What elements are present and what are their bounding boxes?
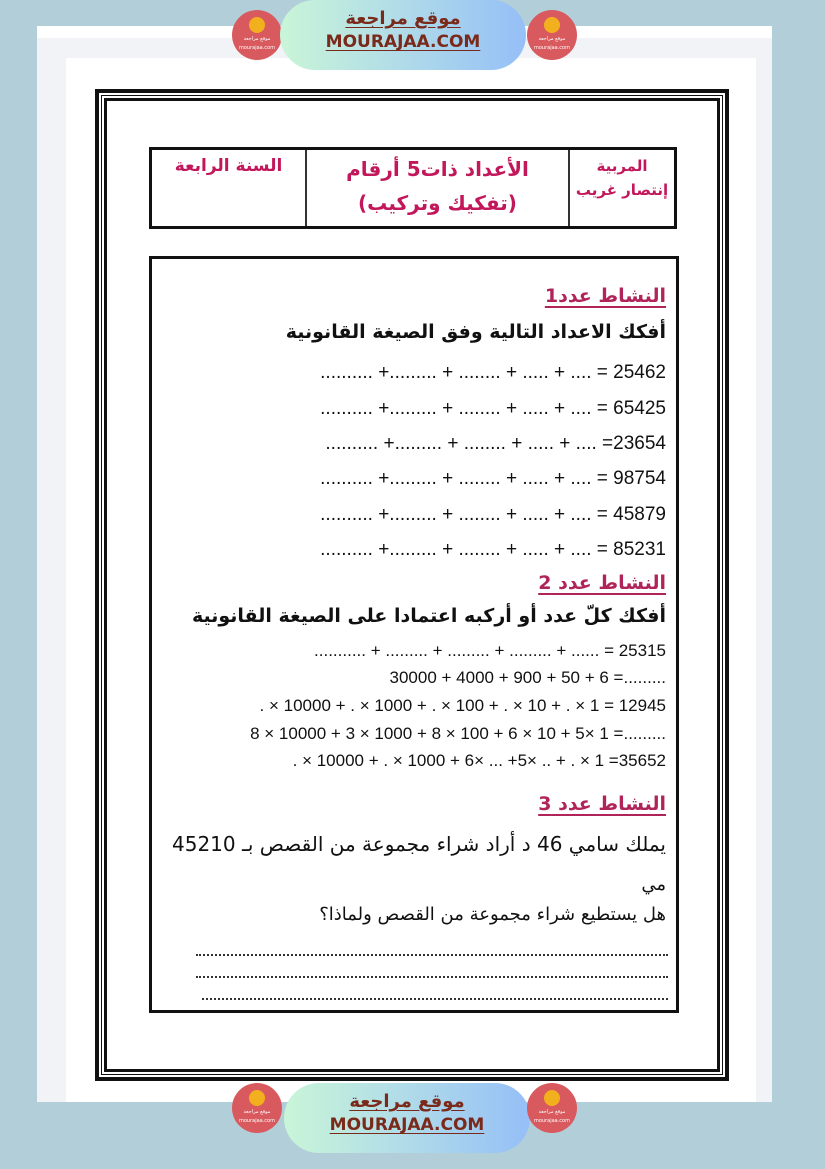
watermark-banner-bottom[interactable] (284, 1083, 530, 1153)
watermark-circle-latin: mourajaa.com (533, 1118, 570, 1124)
decompose-row: .......... +......... + ........ + ..... + .... = 65425 (320, 398, 666, 419)
watermark-circle-latin: mourajaa.com (238, 1118, 275, 1124)
decompose-row: .......... +......... + ........ + ..... + .... =23654 (325, 433, 666, 454)
watermark-latin: MOURAJAA.COM (329, 1115, 485, 1135)
header-teacher-cell (570, 150, 674, 226)
activity-2-title: النشاط عدد 2 (538, 572, 666, 594)
decompose-row: .......... +......... + ........ + ..... + .... = 45879 (320, 504, 666, 525)
watermark-latin: MOURAJAA.COM (325, 32, 481, 52)
activity-3-title: النشاط عدد 3 (538, 793, 666, 815)
decompose-row: .......... +......... + ........ + ..... + .... = 25462 (320, 362, 666, 383)
watermark-circle-arabic: موقع مراجعة (243, 36, 271, 42)
compose-row: ........... + ......... + ......... + ......... + ...... = 25315 (314, 641, 666, 660)
watermark-circle-latin: mourajaa.com (238, 45, 275, 51)
activity-1-title: النشاط عدد1 (544, 285, 666, 307)
watermark-logo-left-bottom (232, 1083, 282, 1133)
answer-line[interactable] (202, 998, 668, 1000)
watermark-logo-right-bottom (527, 1083, 577, 1133)
teacher-role: المربية (596, 157, 648, 175)
compose-row: . × 10000 + . × 1000 + 6× ... +5× .. + . × 1 =35652 (292, 751, 666, 770)
watermark-circle-arabic: موقع مراجعة (538, 36, 566, 42)
book-logo-icon (249, 1090, 265, 1106)
watermark-banner-top[interactable] (280, 0, 526, 70)
worksheet-subtitle: (تفكيك وتركيب) (358, 191, 517, 215)
teacher-name: إنتصار غريب (575, 181, 669, 199)
compose-row: 8 × 10000 + 3 × 1000 + 8 × 100 + 6 × 10 + 5× 1 =......... (250, 724, 666, 743)
decompose-row: .......... +......... + ........ + ..... + .... = 98754 (320, 468, 666, 489)
book-logo-icon (249, 17, 265, 33)
decompose-row: .......... +......... + ........ + ..... + .... = 85231 (320, 539, 666, 560)
watermark-circle-latin: mourajaa.com (533, 45, 570, 51)
watermark-circle-arabic: موقع مراجعة (538, 1109, 566, 1115)
book-logo-icon (544, 1090, 560, 1106)
answer-line[interactable] (196, 976, 668, 978)
exercise-box (149, 256, 679, 1013)
grade-label: السنة الرابعة (174, 156, 283, 176)
activity-3-problem: يملك سامي 46 د أراد شراء مجموعة من القصص بـ 45210 (172, 832, 666, 856)
activity-3-question: هل يستطيع شراء مجموعة من القصص ولماذا؟ (319, 904, 666, 925)
header-title-cell (307, 150, 570, 226)
compose-row: . × 10000 + . × 1000 + . × 100 + . × 10 + . × 1 = 12945 (259, 696, 666, 715)
watermark-circle-arabic: موقع مراجعة (243, 1109, 271, 1115)
answer-line[interactable] (196, 954, 668, 956)
watermark-arabic: موقع مراجعة (349, 1091, 465, 1112)
activity-3-unit: مي (641, 874, 666, 895)
worksheet-header (149, 147, 677, 229)
book-logo-icon (544, 17, 560, 33)
worksheet-title: الأعداد ذات5 أرقام (346, 157, 529, 181)
watermark-logo-left-top (232, 10, 282, 60)
activity-2-instruction: أفكك كلّ عدد أو أركبه اعتمادا على الصيغة القانونية (191, 605, 666, 627)
watermark-logo-right-top (527, 10, 577, 60)
compose-row: 30000 + 4000 + 900 + 50 + 6 =......... (389, 668, 666, 687)
header-grade-cell (152, 150, 307, 226)
activity-1-instruction: أفكك الاعداد التالية وفق الصيغة القانونية (285, 321, 666, 343)
watermark-arabic: موقع مراجعة (345, 8, 461, 29)
